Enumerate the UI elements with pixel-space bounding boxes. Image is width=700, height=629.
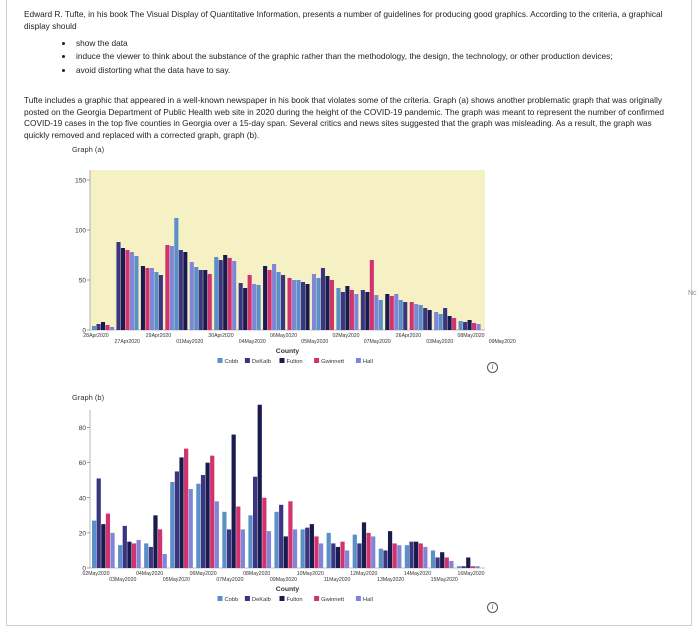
bar <box>105 325 109 330</box>
bar <box>158 529 162 568</box>
bar <box>305 284 309 330</box>
bar <box>385 294 389 330</box>
bar <box>405 545 409 568</box>
y-tick-label: 150 <box>75 177 86 185</box>
bar <box>97 478 101 568</box>
bar <box>125 250 129 330</box>
x-tick-label: 13May2020 <box>377 577 405 583</box>
x-tick-label: 02May2020 <box>82 571 110 577</box>
bar <box>397 545 401 568</box>
bar <box>423 547 427 568</box>
bar <box>92 521 96 568</box>
bar <box>110 327 114 330</box>
x-tick-label: 09May2020 <box>269 577 298 583</box>
y-tick-label: 0 <box>82 327 86 335</box>
legend-swatch <box>356 358 361 363</box>
graph-b-chart <box>60 405 500 615</box>
bar <box>472 323 476 330</box>
bar <box>403 302 407 330</box>
intro-paragraph: Edward R. Tufte, in his book The Visual Display of Quantitative Information, presents a number of guidelines for producing good graphics. According to the criteria, a graphical display should <box>24 9 663 31</box>
x-tick-label: 06May2020 <box>189 571 217 577</box>
bar <box>215 501 219 568</box>
bar <box>92 326 96 330</box>
bar <box>371 536 375 568</box>
bar <box>314 536 318 568</box>
bar <box>410 302 414 330</box>
bar <box>232 261 236 330</box>
legend-swatch <box>280 358 285 363</box>
x-tick-label: 04May2020 <box>238 339 266 345</box>
bar <box>440 552 444 568</box>
bar <box>463 322 467 330</box>
bar <box>268 270 272 330</box>
bar <box>248 515 252 568</box>
x-tick-label: 06May2020 <box>269 333 298 339</box>
bar <box>267 531 271 568</box>
bar <box>466 557 470 568</box>
info-icon[interactable]: i <box>487 362 498 373</box>
bar <box>423 308 427 330</box>
y-tick-label: 40 <box>78 495 86 503</box>
bar <box>274 512 278 568</box>
x-tick-label: 30Apr2020 <box>208 333 234 339</box>
bar <box>448 316 452 330</box>
bar <box>223 255 227 330</box>
bar <box>257 285 261 330</box>
bar <box>293 529 297 568</box>
bar <box>263 266 267 330</box>
bar <box>189 489 193 568</box>
bar <box>319 543 323 568</box>
bar <box>170 246 174 330</box>
y-tick-label: 100 <box>75 227 86 235</box>
x-tick-label: 09May2020 <box>488 339 516 345</box>
x-tick-label: 05May2020 <box>301 339 329 345</box>
bar <box>340 542 344 568</box>
bar <box>106 514 110 568</box>
bar <box>459 321 463 330</box>
bar <box>457 566 461 568</box>
criteria-list <box>60 38 674 78</box>
x-tick-label: 29Apr2020 <box>145 333 172 339</box>
x-tick-label: 08May2020 <box>243 571 271 577</box>
bar <box>149 547 153 568</box>
bar <box>449 561 453 568</box>
bar <box>121 248 125 330</box>
legend-swatch <box>280 596 285 601</box>
bar <box>475 566 479 568</box>
x-tick-label: 12May2020 <box>350 571 378 577</box>
bar <box>431 550 435 568</box>
bar <box>428 310 432 330</box>
bar <box>174 218 178 330</box>
bar <box>419 305 423 330</box>
y-tick-label: 0 <box>82 565 86 573</box>
bar <box>321 268 325 330</box>
bar <box>330 280 334 330</box>
legend-label: Cobb <box>224 359 239 365</box>
criteria-item: • induce the viewer to think about the substance of the graphic rather than the methodology, the design, the technology, or other production devices; <box>74 51 674 62</box>
x-tick-label: 11May2020 <box>323 577 351 583</box>
bar <box>281 275 285 330</box>
bar <box>141 266 145 330</box>
x-tick-label: 02May2020 <box>332 333 360 339</box>
bar <box>462 566 466 568</box>
bar <box>130 252 134 330</box>
bar <box>154 272 158 330</box>
bar <box>150 268 154 330</box>
bar <box>241 529 245 568</box>
bar <box>301 282 305 330</box>
x-tick-label: 27Apr2020 <box>114 339 140 345</box>
legend-swatch <box>245 358 250 363</box>
bar <box>175 471 179 568</box>
bar <box>159 275 163 330</box>
bar <box>196 484 200 568</box>
bar <box>310 524 314 568</box>
bar <box>236 507 240 568</box>
bar <box>183 252 187 330</box>
legend-label: Hall <box>362 597 373 603</box>
description-paragraph: Tufte includes a graphic that appeared in a well-known newspaper in his book that violates some of the criteria. Graph (a) shows another problematic graph that was originally posted on the Georgia Department of Public Health web site in 2020 during the height of the COVID-19 pandemic. The graph was meant to represent the number of confirmed COVID-19 cases in the top five counties in Georgia over a 15-day span. Several critics and news sites suggested that the graph was misleading. As a result, the graph was quickly removed and replaced with a corrected graph, graph (b). <box>24 95 664 140</box>
bar <box>452 318 456 330</box>
bar <box>253 477 257 568</box>
bar <box>110 533 114 568</box>
x-tick-label: 03May2020 <box>426 339 454 345</box>
bar <box>208 274 212 330</box>
bar <box>374 295 378 330</box>
bar <box>345 550 349 568</box>
bar <box>443 308 447 330</box>
legend-swatch <box>218 596 223 601</box>
bar <box>305 528 309 568</box>
bar <box>468 320 472 330</box>
bar <box>272 264 276 330</box>
bar <box>134 256 138 330</box>
legend-swatch <box>314 358 319 363</box>
bar <box>179 250 183 330</box>
bar <box>132 543 136 568</box>
bar <box>127 542 131 568</box>
bar <box>219 260 223 330</box>
bar <box>137 540 141 568</box>
bar <box>379 549 383 568</box>
bar <box>383 550 387 568</box>
bar <box>190 262 194 330</box>
legend-swatch <box>314 596 319 601</box>
x-tick-label: 08May2020 <box>457 333 485 339</box>
bar <box>288 278 292 330</box>
bar <box>354 294 358 330</box>
x-tick-label: 05May2020 <box>162 577 190 583</box>
legend-label: Cobb <box>224 597 239 603</box>
bar <box>341 292 345 330</box>
bar <box>312 274 316 330</box>
bar <box>205 463 209 568</box>
legend-label: Gwinnett <box>321 597 344 603</box>
bar <box>435 557 439 568</box>
bar <box>258 405 262 568</box>
bar <box>222 512 226 568</box>
x-axis-title: County <box>275 348 300 355</box>
x-tick-label: 07May2020 <box>363 339 391 345</box>
legend-label: DeKalb <box>251 359 271 365</box>
bar <box>123 526 127 568</box>
bar <box>393 543 397 568</box>
bar <box>227 529 231 568</box>
bar <box>203 270 207 330</box>
bar <box>288 501 292 568</box>
bar <box>214 257 218 330</box>
bar <box>296 280 300 330</box>
bar <box>477 324 481 330</box>
y-tick-label: 20 <box>78 530 86 538</box>
bar <box>345 286 349 330</box>
legend-label: Fulton <box>286 597 303 603</box>
bar <box>419 543 423 568</box>
criteria-item: • show the data <box>74 38 674 49</box>
bar <box>434 312 438 330</box>
legend-swatch <box>218 358 223 363</box>
graph-a-chart <box>60 160 516 375</box>
bar <box>414 304 418 330</box>
bar <box>365 292 369 330</box>
x-tick-label: 26Apr2020 <box>395 333 422 339</box>
x-tick-label: 01May2020 <box>176 339 204 345</box>
legend-label: Fulton <box>286 359 303 365</box>
bar <box>336 288 340 330</box>
x-tick-label: 15May2020 <box>430 577 458 583</box>
bar <box>331 543 335 568</box>
info-icon[interactable]: i <box>487 602 498 613</box>
x-tick-label: 04May2020 <box>136 571 164 577</box>
bar <box>165 245 169 330</box>
bar <box>96 324 100 330</box>
bar <box>367 533 371 568</box>
bar <box>239 283 243 330</box>
bar <box>350 290 354 330</box>
bar <box>170 482 174 568</box>
bar <box>370 260 374 330</box>
bar <box>414 542 418 568</box>
bar <box>243 288 247 330</box>
bar <box>179 457 183 568</box>
y-tick-label: 80 <box>78 425 86 433</box>
bar <box>445 557 449 568</box>
bar <box>118 545 122 568</box>
bar <box>184 449 188 568</box>
bar <box>439 314 443 330</box>
bar <box>327 533 331 568</box>
bar <box>194 267 198 330</box>
bar <box>336 547 340 568</box>
x-tick-label: 03May2020 <box>109 577 137 583</box>
legend-swatch <box>245 596 250 601</box>
bar <box>292 280 296 330</box>
x-tick-label: 16May2020 <box>457 571 485 577</box>
bar <box>153 515 157 568</box>
legend-label: Hall <box>362 359 373 365</box>
y-tick-label: 50 <box>78 277 86 285</box>
bar <box>101 322 105 330</box>
x-tick-label: 28Apr2020 <box>83 333 109 339</box>
side-text: Nc <box>688 290 697 297</box>
x-tick-label: 07May2020 <box>216 577 244 583</box>
y-tick-label: 60 <box>78 460 86 468</box>
bar <box>362 522 366 568</box>
x-tick-label: 10May2020 <box>296 571 324 577</box>
bar <box>262 498 266 568</box>
bar <box>232 435 236 568</box>
bar <box>409 542 413 568</box>
bar <box>116 242 120 330</box>
x-axis-title: County <box>275 586 300 593</box>
bar <box>252 284 256 330</box>
bar <box>277 272 281 330</box>
graph-a-label: Graph (a) <box>72 145 105 154</box>
bar <box>101 524 105 568</box>
bar <box>388 531 392 568</box>
bar <box>210 456 214 568</box>
graph-b-label: Graph (b) <box>72 393 105 402</box>
bar <box>357 543 361 568</box>
bar <box>301 529 305 568</box>
bar <box>201 475 205 568</box>
bar <box>248 275 252 330</box>
legend-label: DeKalb <box>251 597 271 603</box>
bar <box>279 505 283 568</box>
bar <box>163 554 167 568</box>
bar <box>316 278 320 330</box>
bar <box>353 535 357 568</box>
legend-swatch <box>356 596 361 601</box>
bar <box>399 300 403 330</box>
bar <box>379 300 383 330</box>
bar <box>471 566 475 568</box>
bar <box>284 536 288 568</box>
criteria-item: • avoid distorting what the data have to say. <box>74 65 674 76</box>
legend-label: Gwinnett <box>321 359 344 365</box>
bar <box>144 543 148 568</box>
x-tick-label: 14May2020 <box>403 571 431 577</box>
bar <box>199 270 203 330</box>
bar <box>325 276 329 330</box>
bar <box>361 290 365 330</box>
bar <box>394 294 398 330</box>
bar <box>145 268 149 330</box>
bar <box>228 258 232 330</box>
bar <box>390 296 394 330</box>
